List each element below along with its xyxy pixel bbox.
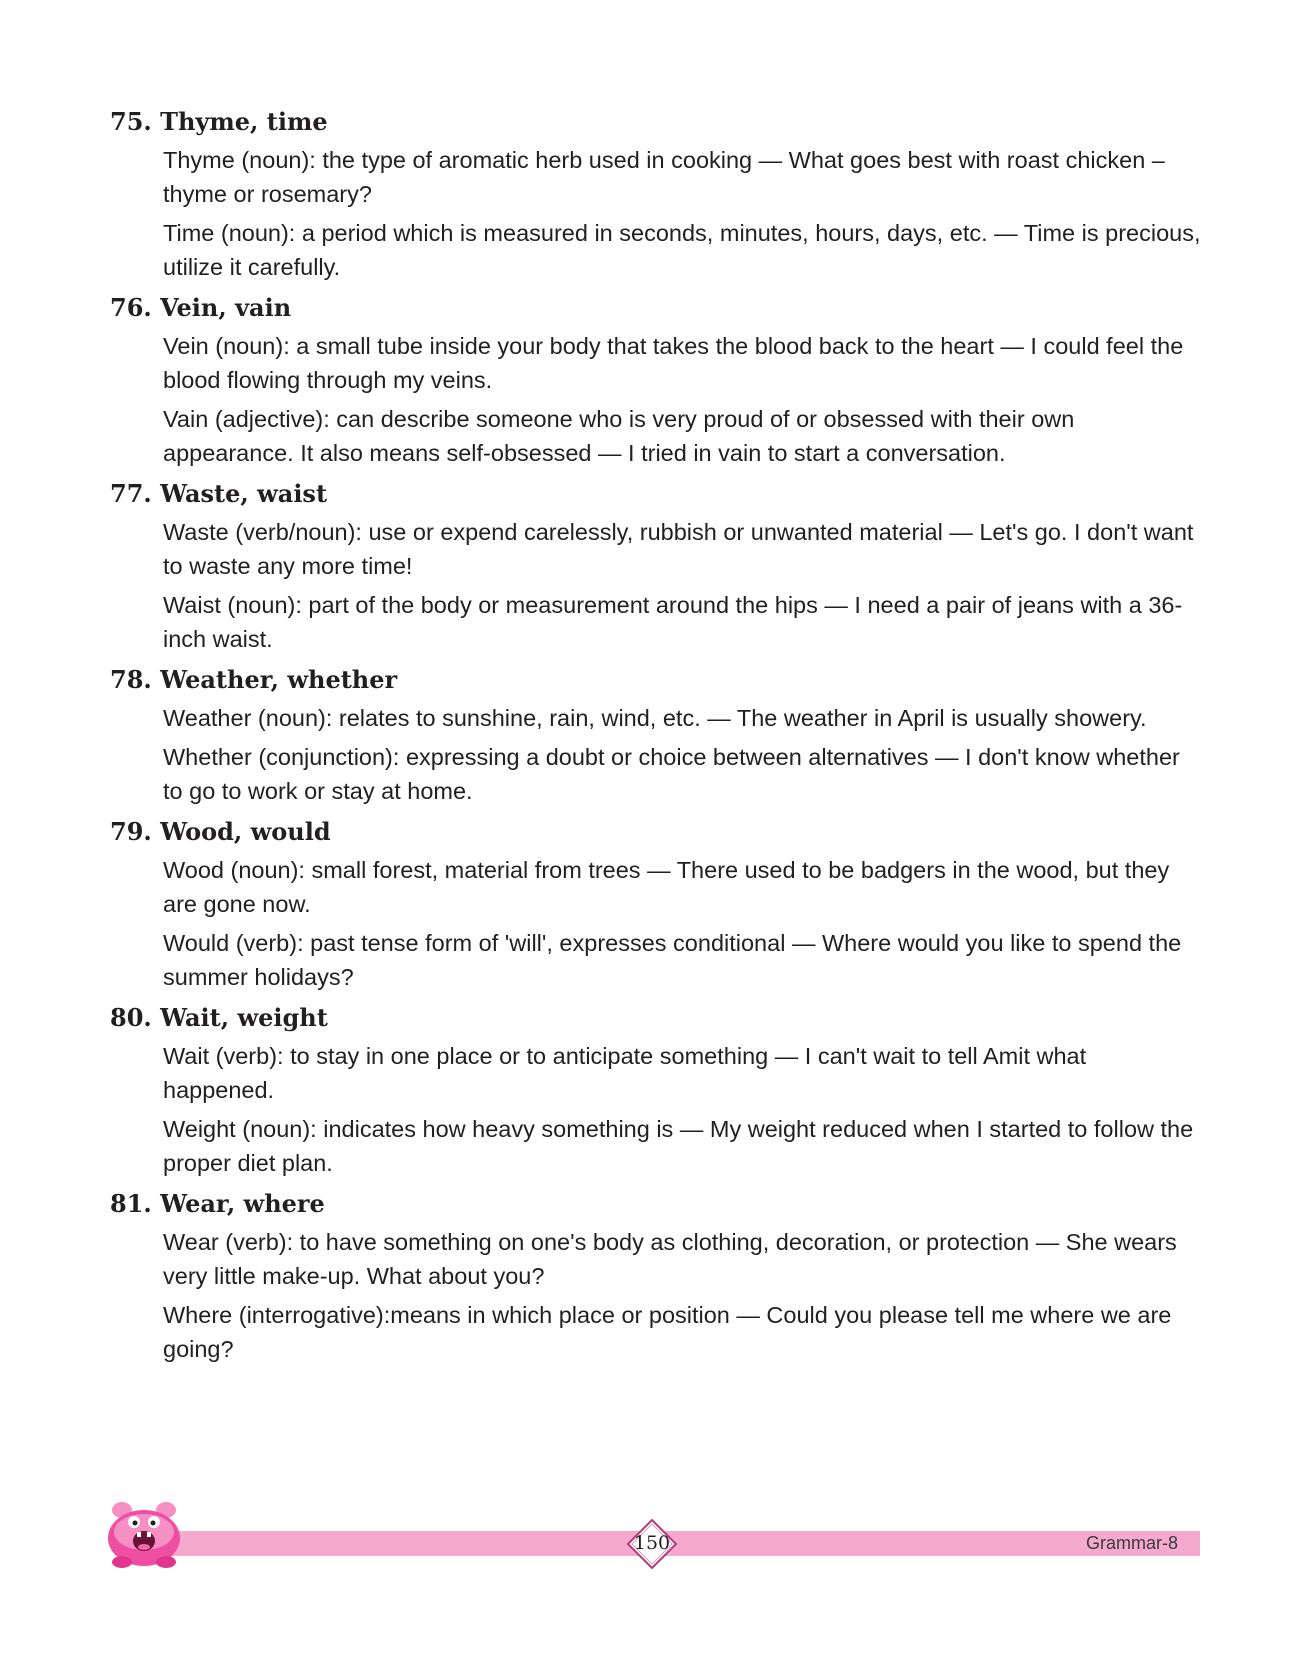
entry-80 [110, 1000, 1202, 1180]
page-number: 150 [633, 1532, 671, 1554]
entry-heading: 79. Wood, would [110, 817, 331, 846]
entry-79 [110, 814, 1202, 994]
entry-76 [110, 290, 1202, 470]
entry-78 [110, 662, 1202, 808]
definition: Where (interrogative):means in which place or position — Could you please tell me where we are going? [163, 1302, 1172, 1362]
definition: Wait (verb): to stay in one place or to anticipate something — I can't wait to tell Amit what happened. [163, 1043, 1087, 1103]
definition: Wood (noun): small forest, material from trees — There used to be badgers in the wood, but they are gone now. [163, 857, 1170, 917]
entry-heading: 77. Waste, waist [110, 479, 328, 508]
definition: Wear (verb): to have something on one's body as clothing, decoration, or protection — She wears very little make-up. What about you? [163, 1229, 1177, 1289]
definition: Would (verb): past tense form of 'will', expresses conditional — Where would you like to spend the summer holidays? [163, 930, 1182, 990]
entry-heading: 80. Wait, weight [110, 1003, 328, 1032]
entry-heading: 76. Vein, vain [110, 293, 292, 322]
definition: Time (noun): a period which is measured in seconds, minutes, hours, days, etc. — Time is precious, utilize it carefully. [163, 220, 1201, 280]
definition: Waist (noun): part of the body or measurement around the hips — I need a pair of jeans with a 36-inch waist. [163, 592, 1183, 652]
pink-monster-mascot-icon [104, 1496, 188, 1570]
entry-77 [110, 476, 1202, 656]
definition: Vain (adjective): can describe someone who is very proud of or obsessed with their own appearance. It also means self-obsessed — I tried in vain to start a conversation. [163, 406, 1075, 466]
definition: Whether (conjunction): expressing a doubt or choice between alternatives — I don't know whether to go to work or stay at home. [163, 744, 1180, 804]
entry-heading: 81. Wear, where [110, 1189, 325, 1218]
book-label: Grammar-8 [1085, 1533, 1178, 1553]
definition: Waste (verb/noun): use or expend carelessly, rubbish or unwanted material — Let's go. I don't want to waste any more time! [163, 519, 1194, 579]
definition: Weight (noun): indicates how heavy something is — My weight reduced when I started to follow the proper diet plan. [163, 1116, 1194, 1176]
entry-81 [110, 1186, 1202, 1366]
definition: Thyme (noun): the type of aromatic herb used in cooking — What goes best with roast chicken – thyme or rosemary? [163, 147, 1165, 207]
definition: Weather (noun): relates to sunshine, rain, wind, etc. — The weather in April is usually showery. [163, 705, 1147, 731]
entry-heading: 75. Thyme, time [110, 107, 328, 136]
document-body [110, 104, 1202, 1372]
definition: Vein (noun): a small tube inside your body that takes the blood back to the heart — I could feel the blood flowing through my veins. [163, 333, 1184, 393]
entry-75 [110, 104, 1202, 284]
entry-heading: 78. Weather, whether [110, 665, 398, 694]
